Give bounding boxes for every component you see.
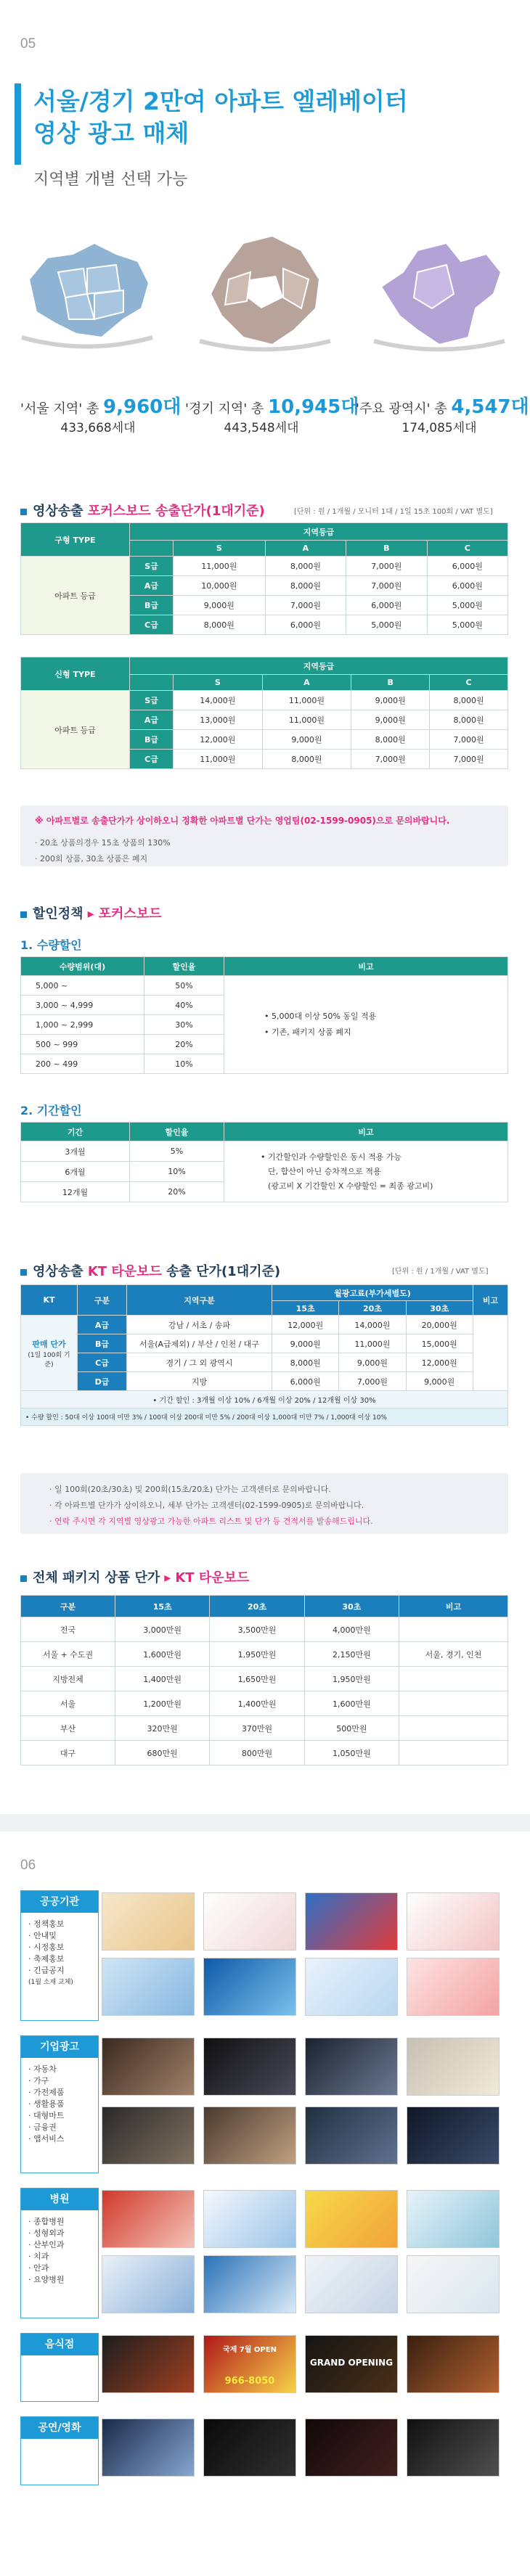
package-heading: 전체 패키지 상품 단가 ▸ KT 타운보드 [20,1567,249,1586]
ad-thumb [305,1892,398,1951]
page-subtitle: 지역별 개별 선택 가능 [33,171,188,189]
ad-thumb [102,2335,195,2393]
period-discount-title: 2. 기간할인 [20,1104,82,1117]
focus-new-table: 신형 TYPE 지역등급 S A B C 아파트 등급 S급 14,000원 11,000원 9,000원 8,000원 A급 13,000원 11,000원 9,000원 8,000원 B급 12,000원 9,000원 8,000원 7,000원 C급 11,000원 8,000원 7,000원 7,000원 [20,657,508,769]
ad-thumb [407,2419,500,2477]
gyeonggi-map-icon [192,229,338,356]
package-table: 구분 15초 20초 30초 비고 전국 3,000만원 3,500만원 4,000만원 서울 + 수도권 1,600만원 1,950만원 2,150만원 서울, 경기, 인천 지방전체 1,400만원 1,650만원 1,950만원 서울 1,200만원 1,400만원 1,600만원 부산 320만원 370만원 500만원 대구 680만원 800만원 1,050만원 [20,1595,508,1765]
ad-thumb [305,2255,398,2313]
focus-heading: 영상송출 포커스보드 송출단가(1대기준) [20,501,265,520]
ad-thumb [203,1958,296,2016]
section-number: 05 [20,36,36,52]
ad-text: GRAND OPENING [309,2358,394,2368]
ad-thumb [102,2255,195,2313]
category-public: 공공기관 · 정책홍보 · 안내및 · 시정홍보 · 축제홍보 · 긴급공지 (1월 소재 교체) [20,1890,99,2021]
ad-thumb [203,2190,296,2248]
kt-heading: 영상송출 KT 타운보드 송출 단가(1대기준) [20,1261,280,1280]
focus-old-table: 구형 TYPE 지역등급 S A B C 아파트 등급 S급 11,000원 8,000원 7,000원 6,000원 A급 10,000원 8,000원 7,000원 6,000원 B급 9,000원 7,000원 6,000원 5,000원 C급 8,000원 6,000원 5,000원 5,000원 [20,522,508,635]
ad-thumb [102,1892,195,1951]
ad-thumb [102,2107,195,2165]
ad-thumb [305,1958,398,2016]
qty-discount-title: 1. 수량할인 [20,938,82,952]
category-restaurant: 음식점 [20,2333,99,2402]
category-performance: 공연/영화 [20,2416,99,2485]
focus-unit: [단위 : 원 / 1개월 / 모니터 1대 / 1일 15초 100회 / VAT 별도] [294,508,493,516]
kt-notes: · 일 100회(20초/30초) 및 200회(15초/20초) 단가는 고객센터로 문의바랍니다. · 각 아파트별 단가가 상이하오니, 세부 단가는 고객센터(02-1599-0905)로 문의바랍니다. · 연락 주시면 각 지역별 영상광고 가능한 아파트 리스트 및 단가 등 견적서를 발송해드립니다. [20,1473,508,1534]
ad-thumb [203,2419,296,2477]
stat-gyeonggi-households: 443,548세대 [224,421,299,435]
ad-thumb [305,2107,398,2165]
ad-thumb [102,2190,195,2248]
section-number-06: 06 [20,1858,36,1873]
stat-metro: '주요 광역시' 총 4,547대 [356,396,529,418]
ad-thumb [407,1892,500,1951]
stat-seoul: '서울 지역' 총 9,960대 [20,396,182,418]
ad-thumb [407,2255,500,2313]
ad-thumb [407,2335,500,2393]
ad-thumb [203,2335,296,2393]
section-divider [0,1814,530,1831]
period-discount-table: 기간 할인율 비고 3개월 5% • 기간할인과 수량할인은 동시 적용 가능 단, 합산이 아닌 승차적으로 적용 (광고비 X 기간할인 X 수량할인 = 최종 광고비) 6개월 10% 12개월 20% [20,1122,508,1202]
ad-thumb [407,2107,500,2165]
seoul-map-icon [15,229,160,356]
ad-thumb [305,2419,398,2477]
kt-table: KT 구분 지역구분 월광고료(부가세별도) 비고 15초 20초 30초 판매 단가 (1일 100회 기준) A급 강남 / 서초 / 송파 12,000원 14,000원 20,000원 B급 서울(A급제외) / 부산 / 인천 / 대구 9,000원 11,000원 15,000원 C급 경기 / 그 외 광역시 8,000원 9,000원 12,000원 D급 지방 6,000원 7,000원 9,000원 • 기간 할인 : 3개월 이상 10% / 6개월 이상 20% / 12개월 이상 30% • 수량 할인 : 50대 이상 100대 미만 3% / 100대 이상 200대 미만 5% / 200대 이상 1,000대 미만 7% / 1,000대 이상 10% [20,1284,508,1426]
discount-heading: 할인정책 ▸ 포커스보드 [20,903,162,922]
ad-thumb [102,2419,195,2477]
metro-map-icon [367,229,512,356]
focus-notes: ※ 아파트별로 송출단가가 상이하오니 정확한 아파트별 단가는 영업팀(02-1599-0905)으로 문의바랍니다. · 20초 상품의경우 15초 상품의 130% · 200회 상품, 30초 상품은 폐지 [20,805,508,866]
ad-thumb [407,2038,500,2096]
stat-metro-households: 174,085세대 [401,421,477,435]
category-corporate: 기업광고 · 자동차 · 가구 · 가전제품 · 생활용품 · 대형마트 · 금융권 · 앱서비스 [20,2035,99,2173]
page-title: 서울/경기 2만여 아파트 엘레베이터 영상 광고 매체 [33,87,408,147]
stat-gyeonggi: '경기 지역' 총 10,945대 [185,396,359,418]
ad-thumb [407,1958,500,2016]
ad-thumb [102,1958,195,2016]
ad-thumb [203,2255,296,2313]
ad-thumb [203,2038,296,2096]
ad-thumb [305,2335,398,2393]
ad-thumb [203,1892,296,1951]
ad-thumb [203,2107,296,2165]
ad-thumb [102,2038,195,2096]
ad-text: 국제 7월 OPEN [223,2346,277,2354]
kt-unit: [단위 : 원 / 1개월 / VAT 별도] [392,1268,489,1276]
category-hospital: 병원 · 종합병원 · 성형외과 · 산부인과 · 치과 · 안과 · 요양병원 [20,2188,99,2318]
accent-bar [15,83,21,165]
qty-discount-table: 수량범위(대) 할인율 비고 5,000 ~ 50% • 5,000대 이상 50% 동일 적용 • 기존, 패키지 상품 폐지 3,000 ~ 4,999 40% 1,000 ~ 2,999 30% 500 ~ 999 20% 200 ~ 499 10% [20,956,508,1074]
ad-phone: 966-8050 [224,2376,275,2387]
ad-thumb [407,2190,500,2248]
ad-thumb [305,2190,398,2248]
stat-seoul-households: 433,668세대 [60,421,136,435]
ad-thumb [305,2038,398,2096]
